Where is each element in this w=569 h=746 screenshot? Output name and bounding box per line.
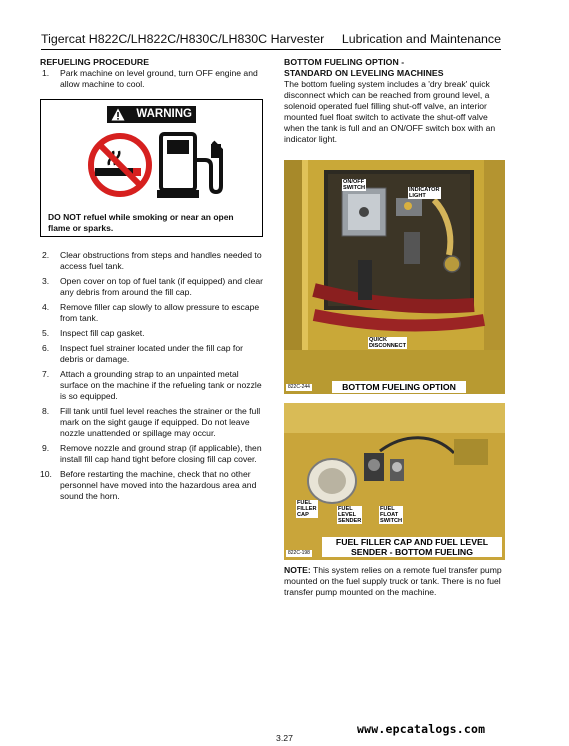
fuel-filler-cap-photo bbox=[284, 403, 505, 560]
label-onoff-line-1: ON/OFF bbox=[343, 179, 365, 185]
step-number: 5. bbox=[42, 328, 50, 338]
step-number: 2. bbox=[42, 250, 50, 260]
page-header bbox=[41, 32, 501, 52]
list-item bbox=[40, 302, 266, 324]
label-indicator-line-2: LIGHT bbox=[409, 193, 426, 199]
header-rule bbox=[41, 49, 501, 50]
list-item bbox=[40, 469, 266, 502]
section-title: Lubrication and Maintenance bbox=[341, 32, 501, 46]
list-item bbox=[40, 250, 266, 272]
list-item bbox=[40, 328, 266, 339]
step-number: 3. bbox=[42, 276, 50, 286]
step-text: Remove filler cap slowly to allow pressure to escape from tank. bbox=[60, 302, 260, 323]
label-sender-line-1: FUEL bbox=[338, 506, 353, 512]
document-title: Tigercat H822C/LH822C/H830C/LH830C Harvester bbox=[41, 32, 325, 46]
label-quick-line-2: DISCONNECT bbox=[369, 343, 406, 349]
bottom-fueling-description: The bottom fueling system includes a 'dry break' quick disconnect which can be reached from ground level, a solenoid operated fuel filling shut-off valve, an interior mounted fuel float switch to activate the shut-off valve when the tank is full and an ON/OFF switch box with an indicator light. bbox=[284, 79, 496, 144]
bottom-fueling-heading-2: STANDARD ON LEVELING MACHINES bbox=[284, 68, 444, 78]
label-sender-line-3: SENDER bbox=[338, 518, 362, 524]
refueling-steps-list bbox=[40, 250, 266, 506]
step-text: Fill tank until fuel level reaches the strainer or the full mark on the sight gauge if equipped. Do not leave nozzle unattended or spillage may occur. bbox=[60, 406, 261, 438]
label-float-line-2: FLOAT bbox=[380, 512, 399, 518]
step-text: Clear obstructions from steps and handles needed to access fuel tank. bbox=[60, 250, 262, 271]
list-item bbox=[40, 276, 266, 298]
step-text: Park machine on level ground, turn OFF engine and allow machine to cool. bbox=[60, 68, 258, 89]
step-number: 8. bbox=[42, 406, 50, 416]
list-item bbox=[40, 369, 266, 402]
refueling-heading: REFUELING PROCEDURE bbox=[40, 57, 150, 67]
left-column bbox=[40, 57, 266, 90]
label-quick-disconnect bbox=[368, 337, 407, 349]
label-fuel-level-sender bbox=[337, 506, 362, 524]
figure-caption-line-1: FUEL FILLER CAP AND FUEL LEVEL bbox=[335, 537, 489, 547]
list-item bbox=[40, 343, 266, 365]
label-filler-line-3: CAP bbox=[297, 512, 309, 518]
bottom-fueling-heading-1: BOTTOM FUELING OPTION - bbox=[284, 57, 405, 67]
step-text: Open cover on top of fuel tank (if equipped) and clear any debris from around the fill cap. bbox=[60, 276, 264, 297]
label-float-line-1: FUEL bbox=[380, 506, 395, 512]
label-onoff-switch bbox=[342, 179, 366, 191]
step-text: Before restarting the machine, check that no other personnel have moved into the hazardous area and sound the horn. bbox=[60, 468, 257, 501]
warning-banner bbox=[107, 106, 196, 123]
refueling-step-1 bbox=[40, 68, 266, 90]
step-number: 9. bbox=[42, 442, 50, 453]
step-text: Inspect fuel strainer located under the fill cap for debris or damage. bbox=[60, 343, 243, 364]
step-text: Attach a grounding strap to an unpainted metal surface on the machine if the refueling tank or nozzle is so equipped. bbox=[60, 369, 262, 401]
label-float-line-3: SWITCH bbox=[380, 518, 403, 524]
page-number: 3.27 bbox=[276, 733, 293, 743]
warning-triangle-icon bbox=[111, 108, 125, 121]
figure-caption-line-2: SENDER - BOTTOM FUELING bbox=[351, 547, 473, 557]
warning-label: WARNING bbox=[136, 108, 192, 120]
bottom-fueling-photo bbox=[284, 160, 505, 394]
watermark: www.epcatalogs.com bbox=[357, 722, 486, 736]
note-label: NOTE: bbox=[284, 565, 311, 575]
label-fuel-filler-cap bbox=[296, 500, 318, 518]
figure-id: 822C-244 bbox=[288, 384, 310, 390]
label-indicator-light bbox=[408, 187, 441, 199]
step-number: 6. bbox=[42, 343, 50, 354]
no-smoking-icon bbox=[87, 132, 153, 198]
step-number: 4. bbox=[42, 302, 50, 312]
label-fuel-float-switch bbox=[379, 506, 403, 524]
step-text: Inspect fill cap gasket. bbox=[60, 328, 145, 338]
label-sender-line-2: LEVEL bbox=[338, 512, 357, 518]
note-paragraph bbox=[284, 565, 506, 598]
step-number: 7. bbox=[42, 369, 50, 380]
label-filler-line-2: FILLER bbox=[297, 506, 317, 512]
step-number: 1. bbox=[42, 68, 50, 78]
step-text: Remove nozzle and ground strap (if applicable), then install fill cap hand tight before closing fill cap cover. bbox=[60, 442, 262, 464]
list-item bbox=[40, 68, 266, 90]
figure-id: 822C-198 bbox=[288, 550, 310, 556]
figure-caption bbox=[322, 537, 502, 557]
warning-text-bold: DO NOT bbox=[48, 212, 82, 222]
note-text: This system relies on a remote fuel transfer pump mounted on the fuel supply truck or tank. There is no fuel transfer pump mounted on the machine. bbox=[284, 565, 502, 597]
fuel-pump-icon bbox=[157, 130, 227, 202]
figure-caption: BOTTOM FUELING OPTION bbox=[332, 381, 466, 393]
bottom-fueling-illustration bbox=[284, 160, 505, 394]
label-quick-line-1: QUICK bbox=[369, 337, 388, 343]
list-item bbox=[40, 443, 266, 465]
list-item bbox=[40, 406, 266, 439]
label-filler-line-1: FUEL bbox=[297, 500, 312, 506]
right-column bbox=[284, 57, 505, 145]
warning-text-rest: refuel while smoking or near an open flame or sparks. bbox=[48, 212, 234, 233]
label-indicator-line-1: INDICATOR bbox=[409, 187, 440, 193]
label-onoff-line-2: SWITCH bbox=[343, 185, 366, 191]
step-number: 10. bbox=[40, 468, 52, 479]
warning-text bbox=[48, 212, 258, 234]
warning-box bbox=[40, 99, 263, 237]
